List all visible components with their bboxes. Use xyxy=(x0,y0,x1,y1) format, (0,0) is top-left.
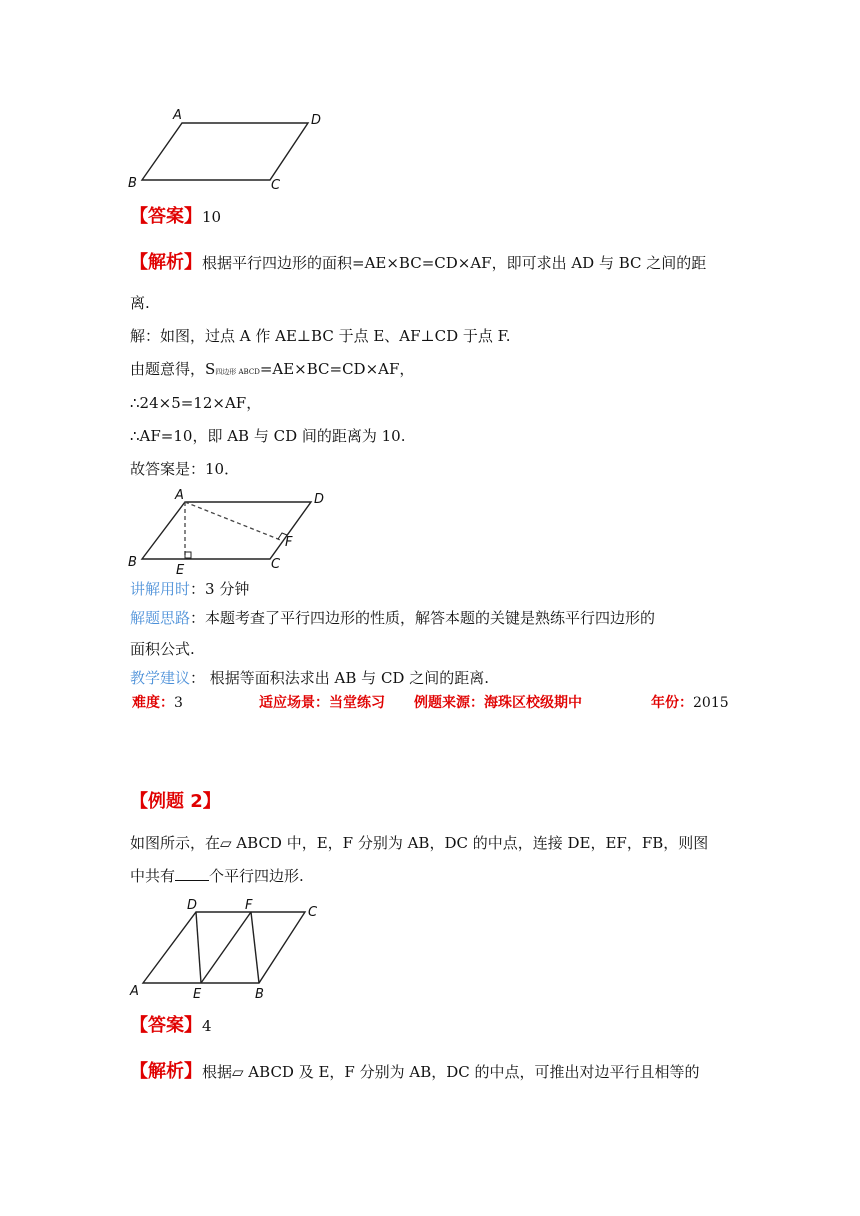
q1-solution-5 xyxy=(130,459,239,479)
label-f: F xyxy=(285,535,293,550)
scene: 适应场景：当堂练习 xyxy=(259,695,385,711)
segment-ef xyxy=(201,912,251,983)
label-e: E xyxy=(176,563,185,578)
label-a: A xyxy=(130,984,139,999)
area-subscript: 四边形 ABCD xyxy=(215,368,260,376)
year-value: 2015 xyxy=(693,695,729,711)
height-af xyxy=(185,502,283,541)
source: 例题来源：海珠区校级期中 xyxy=(414,695,582,711)
answer-value: 10 xyxy=(202,208,222,226)
example-title: 【例题 2】 xyxy=(130,791,221,812)
solution-text: 解：如图，过点 A 作 AE⊥BC 于点 E、AF⊥CD 于点 F. xyxy=(130,327,511,345)
label-b: B xyxy=(128,176,137,191)
answer-tag: 【答案】 xyxy=(130,206,202,227)
answer-tag: 【答案】 xyxy=(130,1015,202,1036)
analysis-text: 根据▱ ABCD 及 E，F 分别为 AB，DC 的中点，可推出对边平行且相等的 xyxy=(202,1063,700,1081)
idea-label: 解题思路 xyxy=(130,609,191,627)
question-text: 如图所示，在▱ ABCD 中，E，F 分别为 AB，DC 的中点，连接 DE，EF，FB，则图 xyxy=(130,834,709,852)
label-d: D xyxy=(311,113,322,128)
label-a: A xyxy=(173,108,182,123)
idea-value-cont: 面积公式. xyxy=(130,640,195,658)
time-line xyxy=(130,579,249,599)
segment-de xyxy=(196,912,201,983)
difficulty xyxy=(132,692,183,712)
solution-text: 由题意得，S xyxy=(130,360,216,378)
idea-line2 xyxy=(130,639,195,659)
parallelogram-shape xyxy=(142,123,308,180)
time-value: ：3 分钟 xyxy=(190,580,250,598)
question-text: 中共有 xyxy=(130,867,176,885)
q1-solution-2 xyxy=(130,359,414,382)
segment-fb xyxy=(251,912,259,983)
answer-value: 4 xyxy=(202,1017,212,1035)
idea-value: ：本题考查了平行四边形的性质，解答本题的关键是熟练平行四边形的 xyxy=(190,609,656,627)
q1-analysis-line2 xyxy=(130,293,150,313)
label-b: B xyxy=(128,555,137,570)
q2-answer-line xyxy=(130,1016,212,1036)
advice-label: 教学建议 xyxy=(130,669,191,687)
label-f: F xyxy=(245,898,253,913)
figure-parallelogram-abcd xyxy=(125,105,335,195)
difficulty-value: 3 xyxy=(174,695,183,711)
difficulty-label: 难度： xyxy=(132,695,174,711)
label-c: C xyxy=(308,905,318,920)
q1-answer-line xyxy=(130,207,221,227)
label-c: C xyxy=(271,178,281,193)
label-d: D xyxy=(187,898,198,913)
label-e: E xyxy=(193,987,202,1002)
advice-value: ： 根据等面积法求出 AB 与 CD 之间的距离. xyxy=(190,669,489,687)
year-label: 年份： xyxy=(651,695,693,711)
q2-analysis-line1 xyxy=(130,1062,700,1082)
q1-solution-3 xyxy=(130,393,261,413)
solution-text: 故答案是：10． xyxy=(130,460,240,478)
label-d: D xyxy=(314,492,325,507)
q1-analysis-line1 xyxy=(130,253,706,273)
right-angle-mark-e xyxy=(185,552,191,558)
year xyxy=(651,692,729,712)
parallelogram-shape xyxy=(143,912,305,983)
q2-title xyxy=(130,792,221,812)
label-a: A xyxy=(175,488,184,503)
solution-text: ∴24×5=12×AF， xyxy=(130,394,262,412)
q1-solution-4 xyxy=(130,426,406,446)
label-c: C xyxy=(271,557,281,572)
label-b: B xyxy=(255,987,264,1002)
question-text: 个平行四边形. xyxy=(209,867,304,885)
q2-text-line1 xyxy=(130,833,708,853)
solution-text: =AE×BC=CD×AF， xyxy=(259,360,415,378)
parallelogram-shape xyxy=(142,502,311,559)
figure-parallelogram-midpoints xyxy=(125,895,335,1005)
q1-solution-1 xyxy=(130,326,511,346)
analysis-text-cont: 离. xyxy=(130,294,150,312)
analysis-tag: 【解析】 xyxy=(130,1061,202,1082)
analysis-text: 根据平行四边形的面积=AE×BC=CD×AF，即可求出 AD 与 BC 之间的距 xyxy=(202,254,707,272)
answer-blank[interactable] xyxy=(175,866,209,881)
time-label: 讲解用时 xyxy=(130,580,191,598)
idea-line xyxy=(130,608,655,628)
solution-text: ∴AF=10，即 AB 与 CD 间的距离为 10. xyxy=(130,427,406,445)
figure-parallelogram-heights xyxy=(125,485,340,580)
advice-line xyxy=(130,668,489,688)
analysis-tag: 【解析】 xyxy=(130,252,202,273)
q2-text-line2 xyxy=(130,866,304,886)
